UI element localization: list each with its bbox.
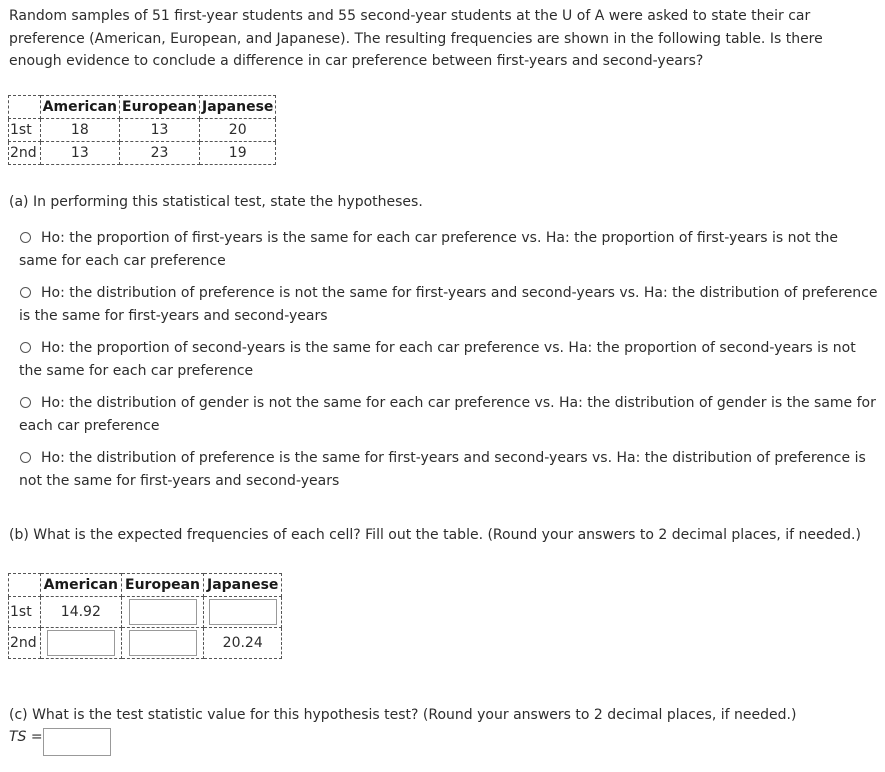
- hypothesis-option-5[interactable]: [19, 447, 879, 492]
- cell-2nd-european: 23: [120, 142, 200, 165]
- expected-frequency-table: [8, 573, 282, 659]
- col-header-american: American: [40, 574, 121, 597]
- expected-2nd-european-input[interactable]: [129, 630, 197, 656]
- observed-frequency-table: [8, 95, 276, 165]
- test-statistic-input[interactable]: [43, 728, 111, 756]
- row-header-1st: 1st: [9, 597, 41, 628]
- option-text: Ho: the distribution of preference is the same for first-years and second-years vs. Ha: the distribution of preference is not the same for first-years and second-years: [19, 450, 866, 489]
- hypothesis-option-4[interactable]: [19, 392, 879, 437]
- radio-button[interactable]: [20, 287, 31, 298]
- expected-1st-japanese-cell: [204, 597, 282, 628]
- expected-1st-japanese-input[interactable]: [209, 599, 277, 625]
- cell-1st-european: 13: [120, 119, 200, 142]
- option-text: Ho: the distribution of gender is not the same for each car preference vs. Ha: the distribution of gender is the same for each car preference: [19, 395, 876, 434]
- row-header-2nd: 2nd: [9, 628, 41, 659]
- col-header-american: American: [40, 96, 119, 119]
- option-text: Ho: the proportion of second-years is the same for each car preference vs. Ha: the proportion of second-years is not the same for each car preference: [19, 340, 856, 379]
- col-header-european: European: [122, 574, 204, 597]
- hypothesis-option-1[interactable]: [19, 227, 879, 272]
- expected-2nd-european-cell: [122, 628, 204, 659]
- cell-1st-american: 18: [40, 119, 119, 142]
- corner-cell: [9, 96, 41, 119]
- option-text: Ho: the proportion of first-years is the same for each car preference vs. Ha: the proportion of first-years is not the same for each car preference: [19, 230, 838, 269]
- ts-label: TS =: [9, 729, 43, 745]
- col-header-european: European: [120, 96, 200, 119]
- col-header-japanese: Japanese: [204, 574, 282, 597]
- expected-2nd-american-cell: [40, 628, 121, 659]
- col-header-japanese: Japanese: [200, 96, 276, 119]
- radio-button[interactable]: [20, 342, 31, 353]
- expected-1st-european-cell: [122, 597, 204, 628]
- part-c-question: (c) What is the test statistic value for this hypothesis test? (Round your answers to 2 decimal places, if needed.): [9, 707, 797, 723]
- cell-2nd-american: 13: [40, 142, 119, 165]
- cell-1st-japanese: 20: [200, 119, 276, 142]
- part-a-question: (a) In performing this statistical test, state the hypotheses.: [9, 194, 423, 210]
- part-b-question: (b) What is the expected frequencies of each cell? Fill out the table. (Round your answers to 2 decimal places, if needed.): [9, 527, 861, 543]
- hypothesis-option-2[interactable]: [19, 282, 879, 327]
- expected-1st-american: 14.92: [40, 597, 121, 628]
- expected-1st-european-input[interactable]: [129, 599, 197, 625]
- cell-2nd-japanese: 19: [200, 142, 276, 165]
- option-text: Ho: the distribution of preference is not the same for first-years and second-years vs. Ha: the distribution of preference is the same for first-years and second-years: [19, 285, 878, 324]
- problem-intro: Random samples of 51 first-year students and 55 second-year students at the U of A were asked to state their car preference (American, European, and Japanese). The resulting frequencies are shown in the following table. Is there enough evidence to conclude a difference in car preference between first-years and second-years?: [9, 8, 823, 69]
- hypothesis-option-3[interactable]: [19, 337, 879, 382]
- row-header-1st: 1st: [9, 119, 41, 142]
- radio-button[interactable]: [20, 452, 31, 463]
- hypothesis-options: [19, 227, 879, 502]
- expected-2nd-american-input[interactable]: [47, 630, 115, 656]
- expected-2nd-japanese: 20.24: [204, 628, 282, 659]
- radio-button[interactable]: [20, 232, 31, 243]
- radio-button[interactable]: [20, 397, 31, 408]
- corner-cell: [9, 574, 41, 597]
- row-header-2nd: 2nd: [9, 142, 41, 165]
